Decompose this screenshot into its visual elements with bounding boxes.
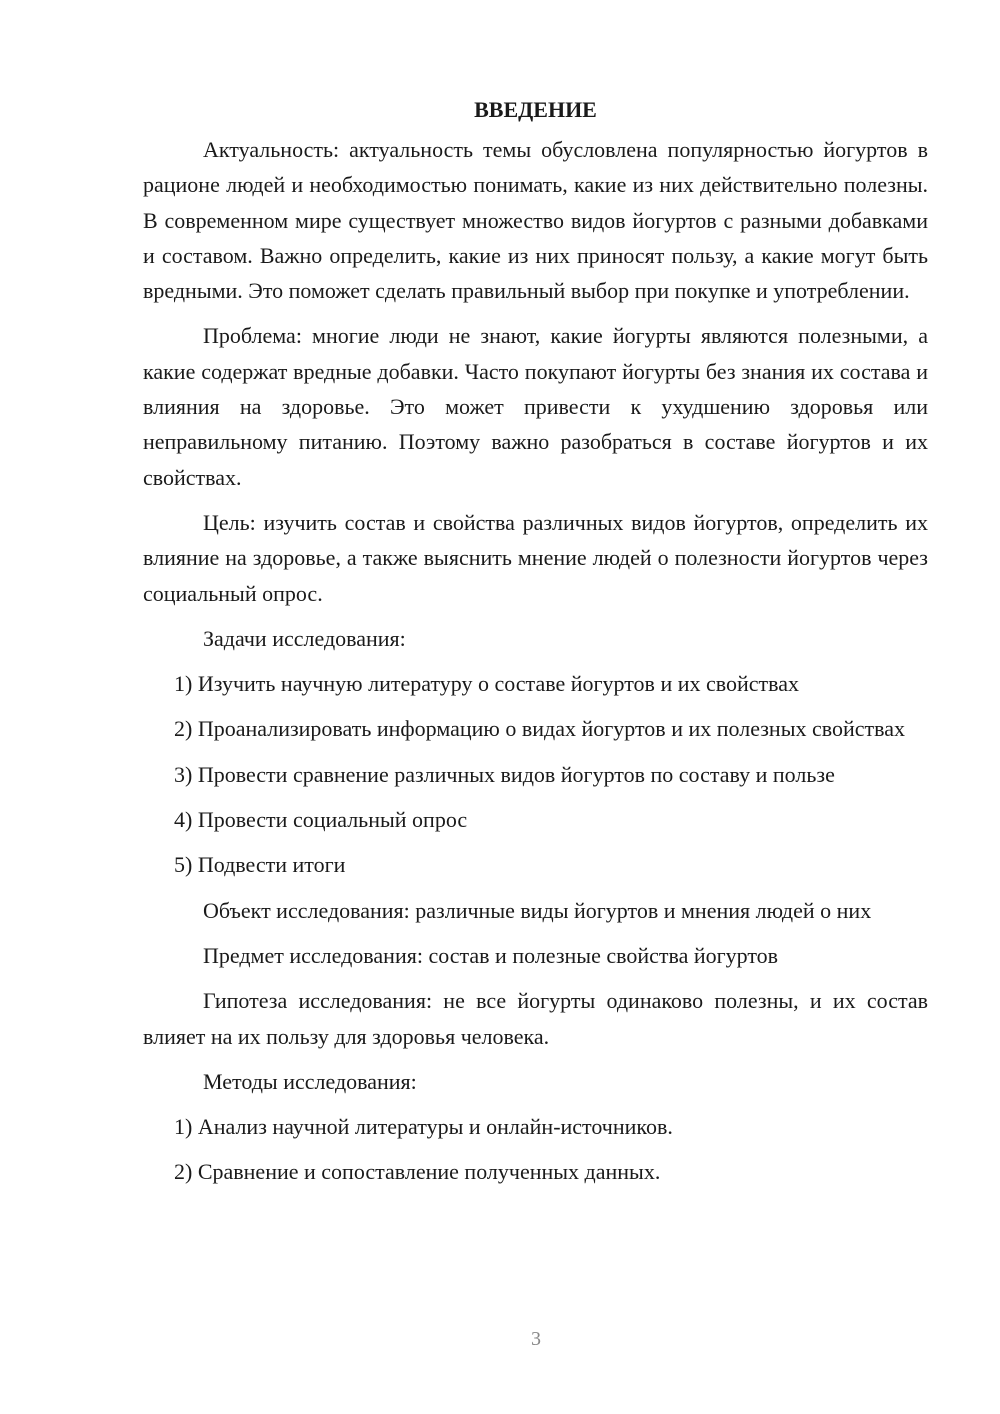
- section-title: ВВЕДЕНИЕ: [474, 97, 597, 122]
- page-number: 3: [531, 1328, 541, 1350]
- task-item: 5) Подвести итоги: [174, 852, 346, 878]
- paragraph-goal: Цель: изучить состав и свойства различных видов йогуртов, определить их влияние на здоровье, а также выяснить мнение людей о полезности йогуртов через социальный опрос.: [143, 509, 928, 606]
- method-item: 2) Сравнение и сопоставление полученных данных.: [174, 1159, 661, 1185]
- task-item: 3) Провести сравнение различных видов йогуртов по составу и пользе: [174, 761, 835, 787]
- task-item: 2) Проанализировать информацию о видах йогуртов и их полезных свойствах: [174, 716, 905, 742]
- task-item: 1) Изучить научную литературу о составе йогуртов и их свойствах: [174, 671, 800, 697]
- paragraph-subject: Предмет исследования: состав и полезные свойства йогуртов: [203, 942, 779, 968]
- page-content: [143, 92, 928, 1200]
- methods-heading: Методы исследования:: [203, 1068, 417, 1094]
- paragraph-problem: Проблема: многие люди не знают, какие йогурты являются полезными, а какие содержат вредные добавки. Часто покупают йогурты без знания их состава и влияния на здоровье. Это может привести к ухудшению здоровья или неправильному питанию. Поэтому важно разобраться в составе йогуртов и их свойствах.: [143, 323, 928, 490]
- method-item: 1) Анализ научной литературы и онлайн-источников.: [174, 1114, 673, 1140]
- paragraph-object: Объект исследования: различные виды йогуртов и мнения людей о них: [203, 897, 872, 923]
- tasks-heading: Задачи исследования:: [203, 625, 406, 651]
- task-item: 4) Провести социальный опрос: [174, 807, 468, 833]
- paragraph-relevance: Актуальность: актуальность темы обусловлена популярностью йогуртов в рационе людей и необходимостью понимать, какие из них действительно полезны. В современном мире существует множество видов йогуртов с разными добавками и составом. Важно определить, какие из них приносят пользу, а какие могут быть вредными. Это поможет сделать правильный выбор при покупке и употреблении.: [143, 137, 928, 304]
- paragraph-hypothesis: Гипотеза исследования: не все йогурты одинаково полезны, и их состав влияет на их пользу для здоровья человека.: [143, 988, 928, 1049]
